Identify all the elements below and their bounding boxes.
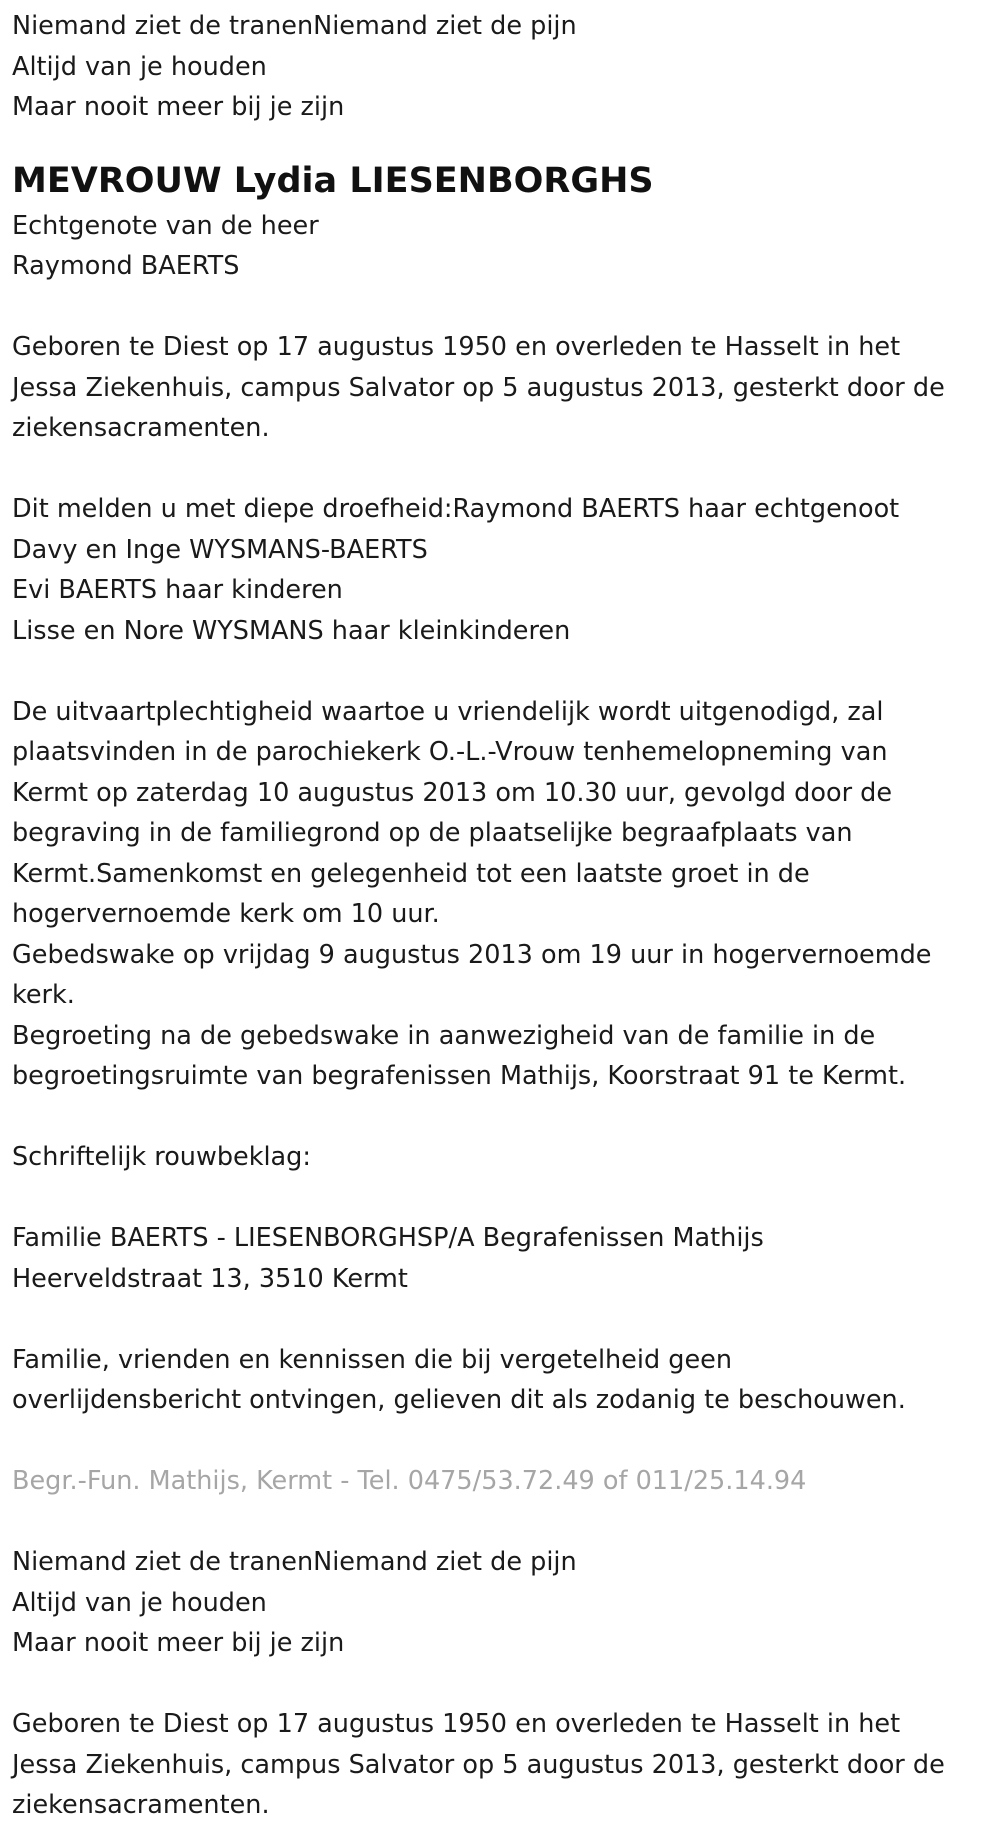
birth-death-line: Geboren te Diest op 17 augustus 1950 en overleden te Hasselt in het bbox=[12, 1709, 901, 1739]
birth-death-line: ziekensacramenten. bbox=[12, 413, 270, 443]
poem-line: Niemand ziet de tranenNiemand ziet de pijn bbox=[12, 11, 577, 41]
poem-line: Maar nooit meer bij je zijn bbox=[12, 1628, 345, 1658]
spouse-info bbox=[12, 206, 988, 287]
spacer bbox=[12, 1097, 988, 1138]
family-line: Dit melden u met diepe droefheid:Raymond BAERTS haar echtgenoot bbox=[12, 494, 900, 524]
spacer bbox=[12, 1502, 988, 1543]
birth-death-line: Jessa Ziekenhuis, campus Salvator op 5 augustus 2013, gesterkt door de bbox=[12, 1749, 945, 1780]
spacer bbox=[12, 1664, 988, 1705]
ceremony-line: plaatsvinden in de parochiekerk O.-L.-Vrouw tenhemelopneming van bbox=[12, 737, 888, 767]
ceremony-line: Begroeting na de gebedswake in aanwezigheid van de familie in de bbox=[12, 1020, 876, 1051]
deceased-name: MEVROUW Lydia LIESENBORGHS bbox=[12, 160, 654, 201]
family-line: Evi BAERTS haar kinderen bbox=[12, 575, 343, 605]
family-line: Davy en Inge WYSMANS-BAERTS bbox=[12, 534, 428, 565]
spouse-line: Raymond BAERTS bbox=[12, 251, 240, 281]
notice-line: Familie, vrienden en kennissen die bij vergetelheid geen bbox=[12, 1344, 732, 1375]
ceremony-info bbox=[12, 692, 988, 1097]
condolence-address bbox=[12, 1218, 988, 1299]
poem-line: Niemand ziet de tranenNiemand ziet de pijn bbox=[12, 1547, 577, 1577]
condolence-label: Schriftelijk rouwbeklag: bbox=[12, 1142, 311, 1172]
spacer bbox=[12, 651, 988, 692]
ceremony-line: Kermt op zaterdag 10 augustus 2013 om 10.30 uur, gevolgd door de bbox=[12, 777, 893, 808]
spouse-line: Echtgenote van de heer bbox=[12, 210, 319, 241]
ceremony-line: begroetingsruimte van begrafenissen Mathijs, Koorstraat 91 te Kermt. bbox=[12, 1061, 907, 1091]
birth-death-line: Geboren te Diest op 17 augustus 1950 en overleden te Hasselt in het bbox=[12, 332, 901, 362]
poem-line: Maar nooit meer bij je zijn bbox=[12, 92, 345, 122]
spacer bbox=[12, 1178, 988, 1219]
ceremony-line: begraving in de familiegrond op de plaatselijke begraafplaats van bbox=[12, 818, 853, 848]
ceremony-line: Gebedswake op vrijdag 9 augustus 2013 om 19 uur in hogervernoemde bbox=[12, 939, 932, 970]
address-line: Familie BAERTS - LIESENBORGHSP/A Begrafenissen Mathijs bbox=[12, 1223, 764, 1253]
family-announcement bbox=[12, 489, 988, 651]
notice bbox=[12, 1340, 988, 1421]
spacer bbox=[12, 1421, 988, 1462]
birth-death-repeat bbox=[12, 1704, 988, 1826]
poem-line: Altijd van je houden bbox=[12, 51, 267, 82]
ceremony-line: Kermt.Samenkomst en gelegenheid tot een laatste groet in de bbox=[12, 858, 810, 889]
notice-line: overlijdensbericht ontvingen, gelieven dit als zodanig te beschouwen. bbox=[12, 1385, 906, 1415]
ceremony-line: kerk. bbox=[12, 980, 75, 1010]
spacer bbox=[12, 449, 988, 490]
birth-death-line: ziekensacramenten. bbox=[12, 1790, 270, 1820]
poem-line: Altijd van je houden bbox=[12, 1587, 267, 1618]
family-line: Lisse en Nore WYSMANS haar kleinkinderen bbox=[12, 615, 571, 646]
birth-death-info bbox=[12, 327, 988, 449]
funeral-home-footer: Begr.-Fun. Mathijs, Kermt - Tel. 0475/53.72.49 of 011/25.14.94 bbox=[12, 1466, 807, 1496]
ceremony-line: hogervernoemde kerk om 10 uur. bbox=[12, 899, 440, 929]
spacer bbox=[12, 1299, 988, 1340]
address-line: Heerveldstraat 13, 3510 Kermt bbox=[12, 1263, 408, 1294]
birth-death-line: Jessa Ziekenhuis, campus Salvator op 5 augustus 2013, gesterkt door de bbox=[12, 372, 945, 403]
poem-bottom bbox=[12, 1542, 988, 1664]
ceremony-line: De uitvaartplechtigheid waartoe u vriendelijk wordt uitgenodigd, zal bbox=[12, 696, 884, 727]
spacer bbox=[12, 287, 988, 328]
poem-top bbox=[12, 6, 988, 128]
